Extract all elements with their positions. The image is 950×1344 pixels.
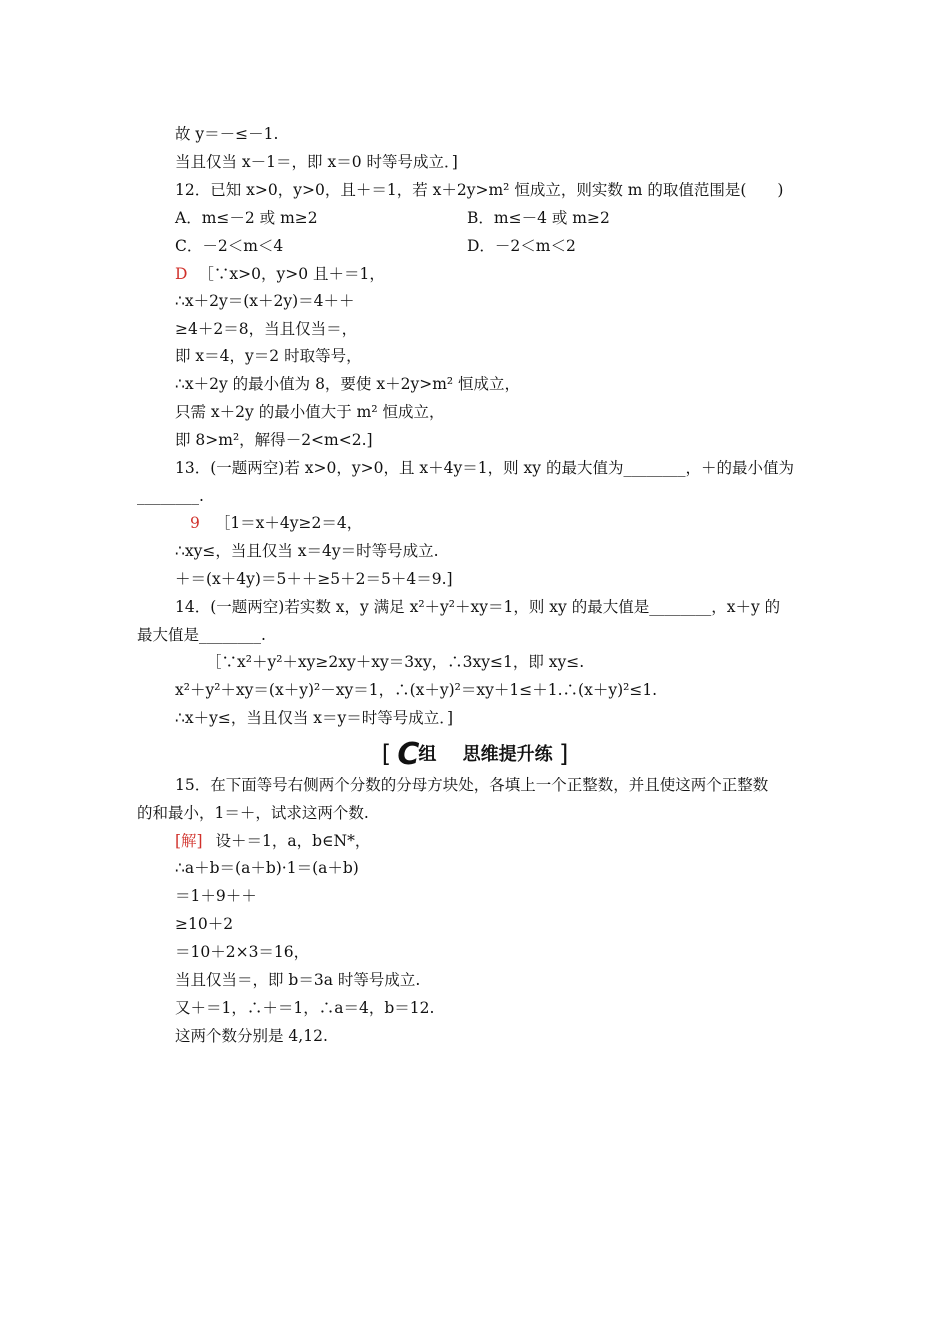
option-b: B．m≤－4 或 m≥2: [467, 209, 610, 227]
solution-line: ≥10＋2: [175, 915, 234, 933]
solution-line: 又＋＝1，∴＋＝1，∴a＝4，b＝12.: [175, 999, 435, 1017]
question-13-cont: ________.: [137, 487, 204, 505]
group-label: 组: [418, 744, 437, 765]
solution-line: ∴x＋y≤，当且仅当 x＝y＝时等号成立．]: [175, 709, 454, 727]
answer-number: 9: [190, 514, 200, 532]
bracket-open: [: [381, 740, 392, 768]
answer-text: ［1＝x＋4y≥2＝4，: [214, 514, 363, 532]
section-header: [0, 737, 950, 772]
answer-tag: [解]: [175, 832, 203, 850]
question-13: 13．(一题两空)若 x>0，y>0，且 x＋4y＝1，则 xy 的最大值为________，＋的最小值为: [175, 459, 794, 477]
question-15: 15．在下面等号右侧两个分数的分母方块处，各填上一个正整数，并且使这两个正整数: [175, 776, 769, 794]
solution-line: ＝1＋9＋＋: [175, 887, 257, 905]
question-14-cont: 最大值是________.: [137, 626, 266, 644]
solution-line: 只需 x＋2y 的最小值大于 m² 恒成立，: [175, 403, 445, 421]
question-12: 12．已知 x>0，y>0，且＋＝1，若 x＋2y>m² 恒成立，则实数 m 的取值范围是( ): [175, 181, 784, 199]
solution-line: ∴x＋2y＝(x＋2y)＝4＋＋: [175, 292, 355, 310]
text-line: 当且仅当 x－1＝，即 x＝0 时等号成立．]: [175, 153, 458, 171]
solution-line: 这两个数分别是 4,12.: [175, 1027, 328, 1045]
solution-line: ［∵x²＋y²＋xy≥2xy＋xy＝3xy，∴3xy≤1，即 xy≤.: [206, 653, 585, 671]
option-a: A．m≤－2 或 m≥2: [175, 209, 318, 227]
solution-line: x²＋y²＋xy＝(x＋y)²－xy＝1，∴(x＋y)²＝xy＋1≤＋1.∴(x＋y)²≤1.: [175, 681, 658, 699]
option-c: C．－2＜m＜4: [175, 237, 284, 255]
section-title: 思维提升练: [462, 744, 553, 765]
solution-line: ∴xy≤，当且仅当 x＝4y＝时等号成立.: [175, 542, 439, 560]
solution-line: 即 8>m²，解得－2<m<2.]: [175, 431, 373, 449]
solution-line: ∴a＋b＝(a＋b)·1＝(a＋b): [175, 859, 359, 877]
answer-15: [175, 831, 370, 851]
solution-line: ≥4＋2＝8，当且仅当＝，: [175, 320, 358, 338]
answer-13: [190, 513, 362, 533]
solution-line: 当且仅当＝，即 b＝3a 时等号成立.: [175, 971, 421, 989]
text-line: 故 y＝－≤－1.: [175, 125, 279, 143]
group-letter: C: [397, 737, 419, 772]
question-14: 14．(一题两空)若实数 x，y 满足 x²＋y²＋xy＝1，则 xy 的最大值是________，x＋y 的: [175, 598, 781, 616]
solution-line: ＝10＋2×3＝16，: [175, 943, 310, 961]
answer-letter: D: [175, 265, 188, 283]
answer-12: [175, 264, 385, 284]
option-d: D．－2＜m＜2: [467, 237, 576, 255]
answer-text: ［∵x>0，y>0 且＋＝1，: [198, 265, 385, 283]
question-15-cont: 的和最小，1＝＋，试求这两个数.: [137, 804, 369, 822]
bracket-close: ]: [558, 740, 569, 768]
solution-line: 即 x＝4，y＝2 时取等号，: [175, 347, 362, 365]
solution-line: ＋＝(x＋4y)＝5＋＋≥5＋2＝5＋4＝9.]: [175, 570, 453, 588]
answer-text: 设＋＝1，a，b∈N*，: [215, 832, 371, 850]
solution-line: ∴x＋2y 的最小值为 8，要使 x＋2y>m² 恒成立，: [175, 375, 521, 393]
